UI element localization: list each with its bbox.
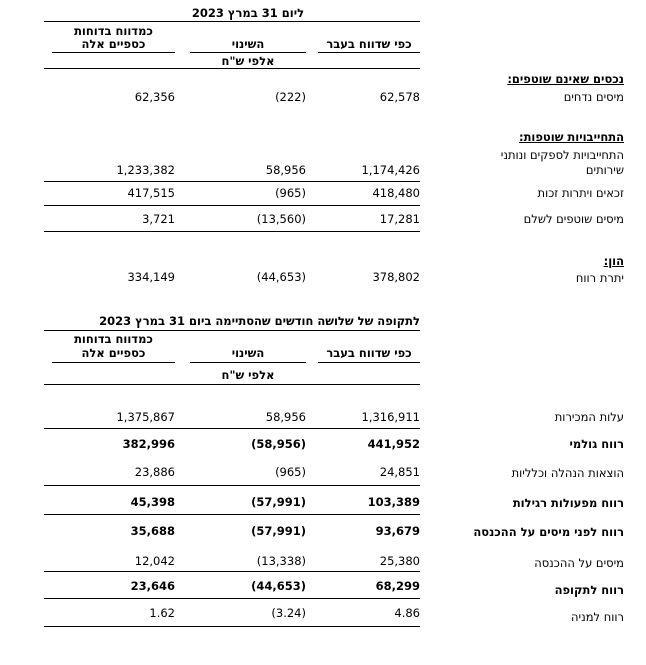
row-change-value: (3.24) [271, 606, 306, 620]
row-label: מיסים שוטפים לשלם [523, 212, 624, 226]
row-label: רווח למניה [571, 610, 624, 624]
section1-period-title: ליום 31 במרץ 2023 [191, 6, 305, 20]
header-reported: כפי שדווח בעבר [326, 346, 412, 360]
row-restated-value: 417,515 [127, 186, 175, 200]
row-reported-value: 441,952 [367, 437, 420, 451]
header-change: השינוי [231, 37, 265, 51]
row-change-value: (58,956) [251, 437, 306, 451]
row-restated-value: 1,233,382 [116, 163, 175, 177]
row-restated-value: 35,688 [130, 524, 175, 538]
group-heading-equity: הון: [603, 254, 624, 268]
header-units: אלפי ש"ח [221, 368, 275, 382]
divider [44, 205, 420, 206]
row-label: הוצאות הנהלה וכלליות [511, 466, 624, 480]
header-restated-line1: כמדווח בדוחות [74, 24, 153, 38]
row-change-value: (44,653) [256, 270, 306, 284]
divider [44, 571, 420, 572]
row-reported-value: 418,480 [372, 186, 420, 200]
row-reported-value: 1,316,911 [361, 410, 420, 424]
group-heading-noncurrent-assets: נכסים שאינם שוטפים: [507, 72, 624, 86]
row-restated-value: 382,996 [122, 437, 175, 451]
row-restated-value: 3,721 [142, 212, 175, 226]
divider [318, 52, 420, 53]
row-restated-value: 1,375,867 [116, 410, 175, 424]
divider [44, 68, 420, 69]
row-change-value: (13,338) [256, 554, 306, 568]
row-reported-value: 103,389 [367, 495, 420, 509]
row-reported-value: 24,851 [379, 465, 420, 479]
row-reported-value: 378,802 [372, 270, 420, 284]
row-change-value: 58,956 [265, 410, 306, 424]
divider [44, 428, 420, 429]
divider [44, 330, 420, 331]
header-units: אלפי ש"ח [221, 54, 275, 68]
row-label: עלות המכירות [554, 410, 624, 424]
header-change: השינוי [231, 346, 265, 360]
header-restated-line2: כספיים אלה [81, 37, 146, 51]
group-heading-current-liabilities: התחייבויות שוטפות: [518, 130, 624, 144]
row-restated-value: 23,646 [130, 579, 175, 593]
row-label: רווח מפעולות רגילות [512, 496, 624, 510]
row-reported-value: 93,679 [375, 524, 420, 538]
divider [44, 598, 420, 599]
row-restated-value: 1.62 [149, 606, 175, 620]
header-restated-line1: כמדווח בדוחות [74, 332, 153, 346]
row-change-value: (57,991) [251, 524, 306, 538]
row-label: מיסים על ההכנסה [534, 556, 624, 570]
divider [52, 52, 175, 53]
row-label: רווח גולמי [569, 437, 624, 451]
row-label: רווח לפני מיסים על ההכנסה [473, 525, 624, 539]
row-restated-value: 334,149 [127, 270, 175, 284]
divider [52, 362, 175, 363]
row-label: זכאים ויתרות זכות [537, 186, 624, 200]
row-change-value: (44,653) [251, 579, 306, 593]
row-reported-value: 25,380 [379, 554, 420, 568]
row-restated-value: 45,398 [130, 495, 175, 509]
row-label: יתרת רווח [575, 271, 624, 285]
row-change-value: (57,991) [251, 495, 306, 509]
row-restated-value: 12,042 [134, 554, 175, 568]
divider [190, 52, 306, 53]
row-change-value: 58,956 [265, 163, 306, 177]
row-restated-value: 23,886 [134, 465, 175, 479]
row-reported-value: 68,299 [375, 579, 420, 593]
row-label: מיסים נדחים [563, 90, 624, 104]
section2-period-title: לתקופה של שלושה חודשים שהסתיימה ביום 31 במרץ 2023 [99, 314, 420, 328]
row-reported-value: 62,578 [379, 90, 420, 104]
header-reported: כפי שדווח בעבר [326, 37, 412, 51]
row-change-value: (965) [275, 465, 306, 479]
row-reported-value: 17,281 [379, 212, 420, 226]
row-reported-value: 4.86 [394, 606, 420, 620]
divider [44, 181, 420, 182]
divider [44, 626, 420, 627]
divider [44, 514, 420, 515]
divider [190, 362, 306, 363]
row-label: רווח לתקופה [554, 583, 624, 597]
divider [44, 21, 420, 22]
divider [44, 384, 420, 385]
row-label-continued: שירותים [585, 163, 624, 177]
row-restated-value: 62,356 [134, 90, 175, 104]
row-change-value: (965) [275, 186, 306, 200]
row-change-value: (222) [275, 90, 306, 104]
divider [44, 485, 420, 486]
row-change-value: (13,560) [256, 212, 306, 226]
row-reported-value: 1,174,426 [361, 163, 420, 177]
divider [318, 362, 420, 363]
row-label: התחייבויות לספקים ונותני [500, 148, 624, 162]
header-restated-line2: כספיים אלה [81, 346, 146, 360]
divider [44, 231, 420, 232]
